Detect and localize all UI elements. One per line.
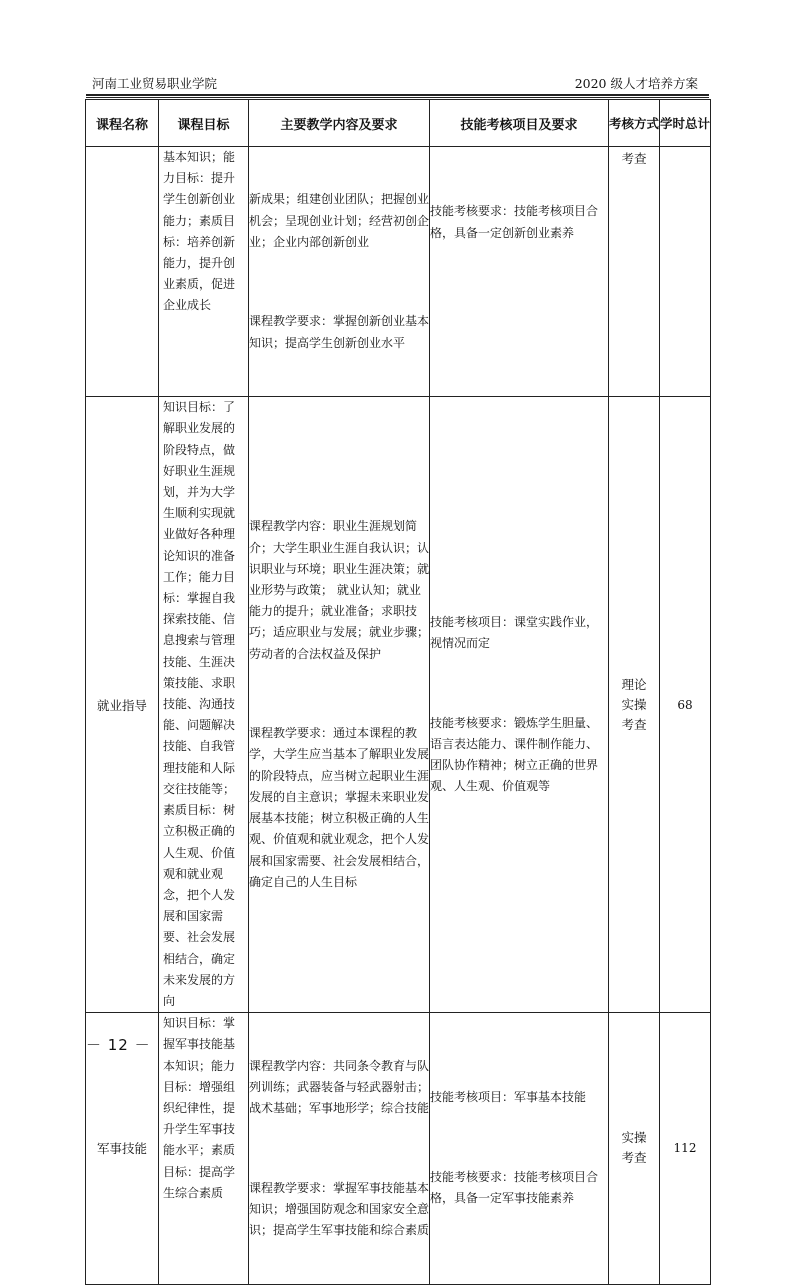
col-course-goal: 课程目标 xyxy=(159,100,249,147)
skill-block: 技能考核要求：锻炼学生胆量、语言表达能力、课件制作能力、团队协作精神；树立正确的世界观、人生观、价值观等 xyxy=(430,715,599,794)
header-school: 河南工业贸易职业学院 xyxy=(92,76,218,91)
course-goal: 知识目标：了解职业发展的阶段特点，做好职业生涯规划，并为大学生顺利实现就业做好各种理论知识的准备工作；能力目标：掌握自我探索技能、信息搜索与管理技能、生涯决策技能、求职技能、沟通技能、问题解决技能、自我管理技能和人际交往技能等；素质目标：树立积极正确的人生观、价值观和就业观念，把个人发展和国家需要、社会发展相结合，确定未来发展的方向 xyxy=(159,397,249,1013)
content-block: 课程教学内容：职业生涯规划简介；大学生职业生涯自我认识；认识职业与环境；职业生涯决策；就业形势与政策； 就业认知；就业能力的提升；就业准备；求职技巧；适应职业与发展；就业步骤；劳动者的合法权益及保护 xyxy=(249,519,430,661)
course-goal: 知识目标：掌握军事技能基本知识；能力目标：增强组织纪律性，提升学生军事技能水平；素质目标：提高学生综合素质 xyxy=(159,1013,249,1284)
course-goal: 基本知识；能力目标：提升学生创新创业能力；素质目标：培养创新能力，提升创业素质，促进企业成长 xyxy=(159,147,249,397)
content-block: 课程教学内容：共同条令教育与队列训练；武器装备与轻武器射击；战术基础；军事地形学；综合技能 xyxy=(249,1058,430,1115)
col-assessment: 考核方式 xyxy=(609,100,660,147)
course-skill xyxy=(430,147,609,397)
skill-block: 技能考核项目：军事基本技能 xyxy=(430,1090,587,1105)
assessment-method: 实操 考查 xyxy=(609,1013,660,1284)
content-block: 新成果；组建创业团队；把握创业机会；呈现创业计划；经营初创企业；企业内部创新创业 xyxy=(249,192,430,249)
table-row xyxy=(86,147,711,397)
course-hours: 68 xyxy=(660,397,711,1013)
header-rule-thin xyxy=(86,97,709,98)
course-content xyxy=(249,397,430,1013)
content-block: 课程教学要求：通过本课程的教学，大学生应当基本了解职业发展的阶段特点，应当树立起职业生涯发展的自主意识；掌握未来职业发展基本技能；树立积极正确的人生观、价值观和就业观念，把个人发展和国家需要、社会发展相结合，确定自己的人生目标 xyxy=(249,726,430,889)
course-name: 就业指导 xyxy=(86,397,159,1013)
col-hours: 学时总计 xyxy=(660,100,711,147)
assessment-method: 理论 实操 考查 xyxy=(609,397,660,1013)
page-number: － 12 － xyxy=(86,1036,151,1054)
course-skill xyxy=(430,397,609,1013)
skill-block: 技能考核要求：技能考核项目合格，具备一定创新创业素养 xyxy=(430,204,599,240)
course-name: 军事技能 xyxy=(86,1013,159,1284)
col-course-name: 课程名称 xyxy=(86,100,159,147)
course-content xyxy=(249,147,430,397)
course-table xyxy=(85,99,711,1285)
course-content xyxy=(249,1013,430,1284)
header-rule xyxy=(86,94,709,96)
course-hours: 112 xyxy=(660,1013,711,1284)
course-hours xyxy=(660,147,711,397)
header-plan: 2020 级人才培养方案 xyxy=(574,76,698,91)
assessment-method: 考查 xyxy=(609,147,660,397)
col-skill: 技能考核项目及要求 xyxy=(430,100,609,147)
col-content: 主要教学内容及要求 xyxy=(249,100,430,147)
content-block: 课程教学要求：掌握军事技能基本知识；增强国防观念和国家安全意识；提高学生军事技能和综合素质 xyxy=(249,1180,430,1237)
course-skill xyxy=(430,1013,609,1284)
table-row xyxy=(86,1013,711,1284)
skill-block: 技能考核项目：课堂实践作业，视情况而定 xyxy=(430,614,599,651)
content-block: 课程教学要求：掌握创新创业基本知识；提高学生创新创业水平 xyxy=(249,314,430,350)
table-header-row xyxy=(86,100,711,147)
skill-block: 技能考核要求：技能考核项目合格，具备一定军事技能素养 xyxy=(430,1169,599,1206)
course-name xyxy=(86,147,159,397)
table-row xyxy=(86,397,711,1013)
